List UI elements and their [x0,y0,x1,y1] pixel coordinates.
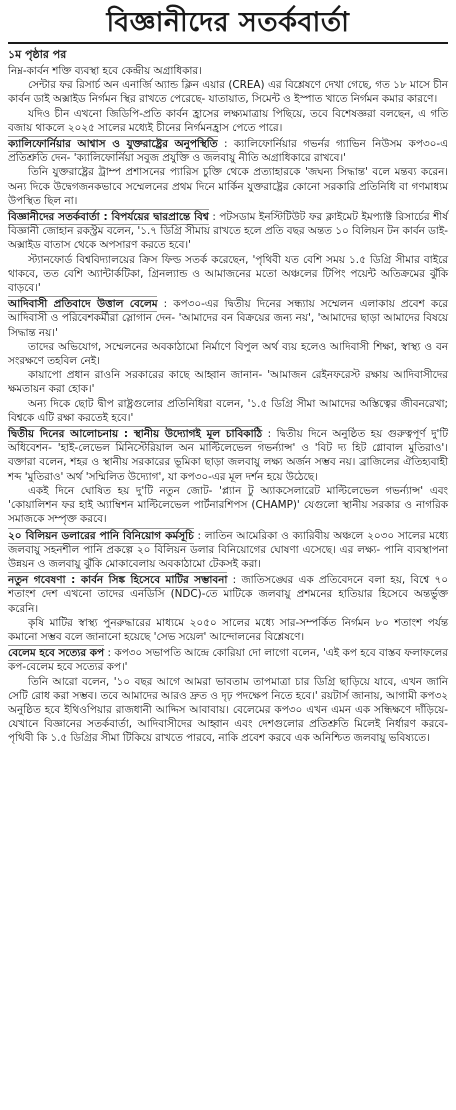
subheading: বেলেম হবে সত্যের কপ [8,647,105,660]
paragraph-text: দ্বিতীয় দিনে অনুষ্ঠিত হয় গুরুত্বপূর্ণ দু'টি অধিবেশন- 'হাই-লেভেল মিনিস্টেরিয়াল অন মাল্টিলেভেল গভর্ন্যান্স' ও 'বিট দ্য হিট গ্লোবাল মুতিরাও'। বক্তারা বলেন, শহর ও স্থানীয় সরকারের ভূমিকা ছাড়া জলবায়ু লক্ষ্য অর্জন সম্ভব নয়। ব্রাজিলের ঐতিহ্যবাহী শব্দ 'মুতিরাও' অর্থ 'সম্মিলিত উদ্যোগ', যা কপ৩০-এর মূল দর্শন হয়ে উঠেছে। [8,428,449,483]
headline-block [8,6,448,44]
paragraph: বিজ্ঞানীদের সতর্কবার্তা : বিপর্যয়ের দ্বারপ্রান্তে বিশ্ব : পটসডাম ইনস্টিটিউট ফর ক্লাইমেট ইমপ্যাক্ট রিসার্চের শীর্ষ বিজ্ঞানী জোহান রকস্ট্রম বলেন, '১.৭ ডিগ্রি সীমায় রাখতে হলে প্রতি বছর অন্তত ১০ বিলিয়ন টন কার্বন ডাই-অক্সাইড বাতাস থেকে অপসারণ করতে হবে।' [8,211,448,252]
section-indigenous [8,297,448,425]
paragraph-text: লাতিন আমেরিকা ও ক্যারিবীয় অঞ্চলে ২০৩০ সালের মধ্যে জলবায়ু সহনশীল পানি প্রকল্পে ২০ বিলিয়ন ডলার বিনিয়োগের ঘোষণা এসেছে। এর লক্ষ্য- পানি ব্যবস্থাপনা উন্নয়ন ও জলবায়ু ঝুঁকি মোকাবেলায় অবকাঠামো টেকসই করা। [8,529,448,570]
paragraph: আদিবাসী প্রতিবাদে উত্তাল বেলেম : কপ৩০-এর দ্বিতীয় দিনের সন্ধ্যায় সম্মেলন এলাকায় প্রবেশ করে আদিবাসী ও পরিবেশকর্মীরা স্লোগান দেন- 'আমাদের বন বিক্রয়ের জন্য নয়', 'আমাদের ছাড়া আমাদের বিষয়ে সিদ্ধান্ত নয়।' [8,298,448,339]
paragraph: কৃষি মাটির স্বাস্থ্য পুনরুদ্ধারের মাধ্যমে ২০৫০ সালের মধ্যে সার-সম্পর্কিত নির্গমন ৮০ শতাংশ পর্যন্ত কমানো সম্ভব বলে জানানো হয়েছে 'সেভ সয়েল' আন্দোলনের বিশ্লেষণে। [8,616,448,643]
paragraph: ২০ বিলিয়ন ডলারের পানি বিনিয়োগ কর্মসূচি : লাতিন আমেরিকা ও ক্যারিবীয় অঞ্চলে ২০৩০ সালের মধ্যে জলবায়ু সহনশীল পানি প্রকল্পে ২০ বিলিয়ন ডলার বিনিয়োগের ঘোষণা এসেছে। এর লক্ষ্য- পানি ব্যবস্থাপনা উন্নয়ন ও জলবায়ু ঝুঁকি মোকাবেলায় অবকাঠামো টেকসই করা। [8,529,448,570]
paragraph-text: কপ৩০ সভাপতি আন্দ্রে কোরিয়া দো লাগো বলেন, 'এই কপ হবে বাস্তব ফলাফলের কপ-বেলেম হবে সত্যের কপ।' [8,647,448,674]
paragraph: কায়াপো প্রধান রাওনি সরকারের কাছে আহ্বান জানান- 'আমাজন রেইনফরেস্ট রক্ষায় আদিবাসীদের ক্ষমতায়ন করা হোক।' [8,369,448,396]
subheading: নতুন গবেষণা : কার্বন সিঙ্ক হিসেবে মাটির সম্ভাবনা [8,574,228,587]
subheading: ক্যালিফোর্নিয়ার আশ্বাস ও যুক্তরাষ্ট্রের অনুপস্থিতি [8,138,218,151]
section-california [8,137,448,208]
paragraph: তিনি আরো বলেন, '১০ বছর আগে আমরা ভাবতাম তাপমাত্রা চার ডিগ্রি ছাড়িয়ে যাবে, এখন জানি সেটি রোধ করা সম্ভব। তবে আমাদের আরও দ্রুত ও দৃঢ় পদক্ষেপ নিতে হবে।' রয়টার্স জানায়, আগামী কপ৩২ অনুষ্ঠিত হবে ইথিওপিয়ার রাজধানী আদ্দিস আবাবায়। বেলেমের কপ৩০ এখন এমন এক সন্ধিক্ষণে দাঁড়িয়ে- যেখানে বিজ্ঞানের সতর্কবার্তা, আদিবাসীদের আহ্বান এবং দেশগুলোর প্রতিশ্রুতি মিলেই নির্ধারণ করবে- পৃথিবী কি ১.৫ ডিগ্রির সীমা টিকিয়ে রাখতে পারবে, নাকি প্রবেশ করবে এক অনিশ্চিত জলবায়ু ভবিষ্যতে। [8,675,448,745]
section-day-two [8,427,448,526]
paragraph: তিনি যুক্তরাষ্ট্রের ট্রাম্প প্রশাসনের প্যারিস চুক্তি থেকে প্রত্যাহারকে 'জঘন্য সিদ্ধান্ত' বলে মন্তব্য করেন। অন্য দিকে উদ্বেগজনকভাবে সম্মেলনের প্রথম দিনে মার্কিন যুক্তরাষ্ট্রের কোনো সরকারি প্রতিনিধি বা গণমাধ্যম উপস্থিত ছিল না। [8,166,448,207]
paragraph: বেলেম হবে সত্যের কপ : কপ৩০ সভাপতি আন্দ্রে কোরিয়া দো লাগো বলেন, 'এই কপ হবে বাস্তব ফলাফলের কপ-বেলেম হবে সত্যের কপ।' [8,647,448,674]
paragraph: নিম্ন-কার্বন শক্তি ব্যবস্থা হবে কেন্দ্রীয় অগ্রাধিকার। [8,65,202,77]
paragraph-text: কপ৩০-এর দ্বিতীয় দিনের সন্ধ্যায় সম্মেলন এলাকায় প্রবেশ করে আদিবাসী ও পরিবেশকর্মীরা স্লোগান দেন- 'আমাদের বন বিক্রয়ের জন্য নয়', 'আমাদের ছাড়া আমাদের বিষয়ে সিদ্ধান্ত নয়।' [8,298,448,339]
section-water-investment [8,529,448,572]
paragraph: একই দিনে ঘোষিত হয় দু'টি নতুন জোট- 'প্ল্যান টু অ্যাকসেলারেট মাল্টিলেভেল গভর্ন্যান্স' এবং 'কোয়ালিশন ফর হাই অ্যাম্বিশন মাল্টিলেভেল পার্টনারশিপস (CHAMP)' যেগুলো স্থানীয় সরকার ও নাগরিক সমাজকে সম্পৃক্ত করবে। [8,484,448,526]
paragraph: যদিও চীন এখনো জিডিপি-প্রতি কার্বন হ্রাসের লক্ষ্যমাত্রায় পিছিয়ে, তবে বিশেষজ্ঞরা বলছেন, এ গতি বজায় থাকলে ২০২৫ সালের মধ্যেই চীনের নির্গমনহ্রাস পেতে পারে। [8,107,448,134]
paragraph: ক্যালিফোর্নিয়ার আশ্বাস ও যুক্তরাষ্ট্রের অনুপস্থিতি : ক্যালিফোর্নিয়ার গভর্নর গ্যাভিন নিউসম কপ৩০-এ প্রতিশ্রুতি দেন- 'ক্যালিফোর্নিয়া সবুজ প্রযুক্তি ও জলবায়ু নীতি অগ্রাধিকারে রাখবে।' [8,138,448,165]
paragraph: স্ট্যানফোর্ড বিশ্ববিদ্যালয়ের ক্রিস ফিল্ড সতর্ক করেছেন, 'পৃথিবী যত বেশি সময় ১.৫ ডিগ্রি সীমার বাইরে থাকবে, তত বেশি অ্যান্টার্কটিকা, গ্রিনল্যান্ড ও আমাজনের মতো অঞ্চলের টিপিং পয়েন্ট অতিক্রমের ঝুঁকি বাড়বে।' [8,253,448,295]
headline: বিজ্ঞানীদের সতর্কবার্তা [106,7,350,38]
continued-label: ১ম পৃষ্ঠার পর [8,48,67,61]
subheading: আদিবাসী প্রতিবাদে উত্তাল বেলেম [8,298,158,311]
subheading: ২০ বিলিয়ন ডলারের পানি বিনিয়োগ কর্মসূচি [8,529,194,542]
section-scientists [8,210,448,295]
paragraph: অন্য দিকে ছোট দ্বীপ রাষ্ট্রগুলোর প্রতিনিধিরা বলেন, '১.৫ ডিগ্রি সীমা আমাদের অস্তিত্বের জীবনরেখা; বিশ্বকে এটি রক্ষা করতেই হবে।' [8,397,448,424]
subheading: দ্বিতীয় দিনের আলোচনায় : স্থানীয় উদ্যোগই মূল চাবিকাঠি [8,428,263,441]
paragraph-text: পটসডাম ইনস্টিটিউট ফর ক্লাইমেট ইমপ্যাক্ট রিসার্চের শীর্ষ বিজ্ঞানী জোহান রকস্ট্রম বলেন, '১.৭ ডিগ্রি সীমায় রাখতে হলে প্রতি বছর অন্তত ১০ বিলিয়ন টন কার্বন ডাই-অক্সাইড বাতাস থেকে অপসারণ করতে হবে।' [8,211,448,252]
subheading: বিজ্ঞানীদের সতর্কবার্তা : বিপর্যয়ের দ্বারপ্রান্তে বিশ্ব [8,211,209,224]
section-belem-truth [8,646,448,745]
section-soil-research [8,573,448,644]
section-intro [8,64,448,135]
paragraph-text: জাতিসঙ্ঘের এক প্রতিবেদনে বলা হয়, বিশ্বে ৭০ শতাংশ দেশ এখনো তাদের এনডিসি (NDC)-তে মাটিকে জলবায়ু প্রশমনের হাতিয়ার হিসেবে অন্তর্ভুক্ত করেনি। [8,574,448,615]
paragraph: দ্বিতীয় দিনের আলোচনায় : স্থানীয় উদ্যোগই মূল চাবিকাঠি : দ্বিতীয় দিনে অনুষ্ঠিত হয় গুরুত্বপূর্ণ দু'টি অধিবেশন- 'হাই-লেভেল মিনিস্টেরিয়াল অন মাল্টিলেভেল গভর্ন্যান্স' ও 'বিট দ্য হিট গ্লোবাল মুতিরাও'। বক্তারা বলেন, শহর ও স্থানীয় সরকারের ভূমিকা ছাড়া জলবায়ু লক্ষ্য অর্জন সম্ভব নয়। ব্রাজিলের ঐতিহ্যবাহী শব্দ 'মুতিরাও' অর্থ 'সম্মিলিত উদ্যোগ', যা কপ৩০-এর মূল দর্শন হয়ে উঠেছে। [8,428,449,483]
paragraph-text: ক্যালিফোর্নিয়ার গভর্নর গ্যাভিন নিউসম কপ৩০-এ প্রতিশ্রুতি দেন- 'ক্যালিফোর্নিয়া সবুজ প্রযুক্তি ও জলবায়ু নীতি অগ্রাধিকারে রাখবে।' [8,138,448,165]
paragraph: সেন্টার ফর রিসার্চ অন এনার্জি অ্যান্ড ক্লিন এয়ার (CREA) এর বিশ্লেষণে দেখা গেছে, গত ১৮ মাসে চীন কার্বন ডাই অক্সাইড নির্গমন স্থির রাখতে পেরেছে- যাতায়াত, সিমেন্ট ও ইস্পাত খাতে নির্গমন কমার কারণে। [8,79,448,106]
paragraph: তাদের অভিযোগ, সম্মেলনের অবকাঠামো নির্মাণে বিপুল অর্থ ব্যয় হলেও আদিবাসী শিক্ষা, স্বাস্থ্য ও বন সংরক্ষণে তহবিল নেই। [8,340,448,368]
paragraph: নতুন গবেষণা : কার্বন সিঙ্ক হিসেবে মাটির সম্ভাবনা : জাতিসঙ্ঘের এক প্রতিবেদনে বলা হয়, বিশ্বে ৭০ শতাংশ দেশ এখনো তাদের এনডিসি (NDC)-তে মাটিকে জলবায়ু প্রশমনের হাতিয়ার হিসেবে অন্তর্ভুক্ত করেনি। [8,574,448,615]
